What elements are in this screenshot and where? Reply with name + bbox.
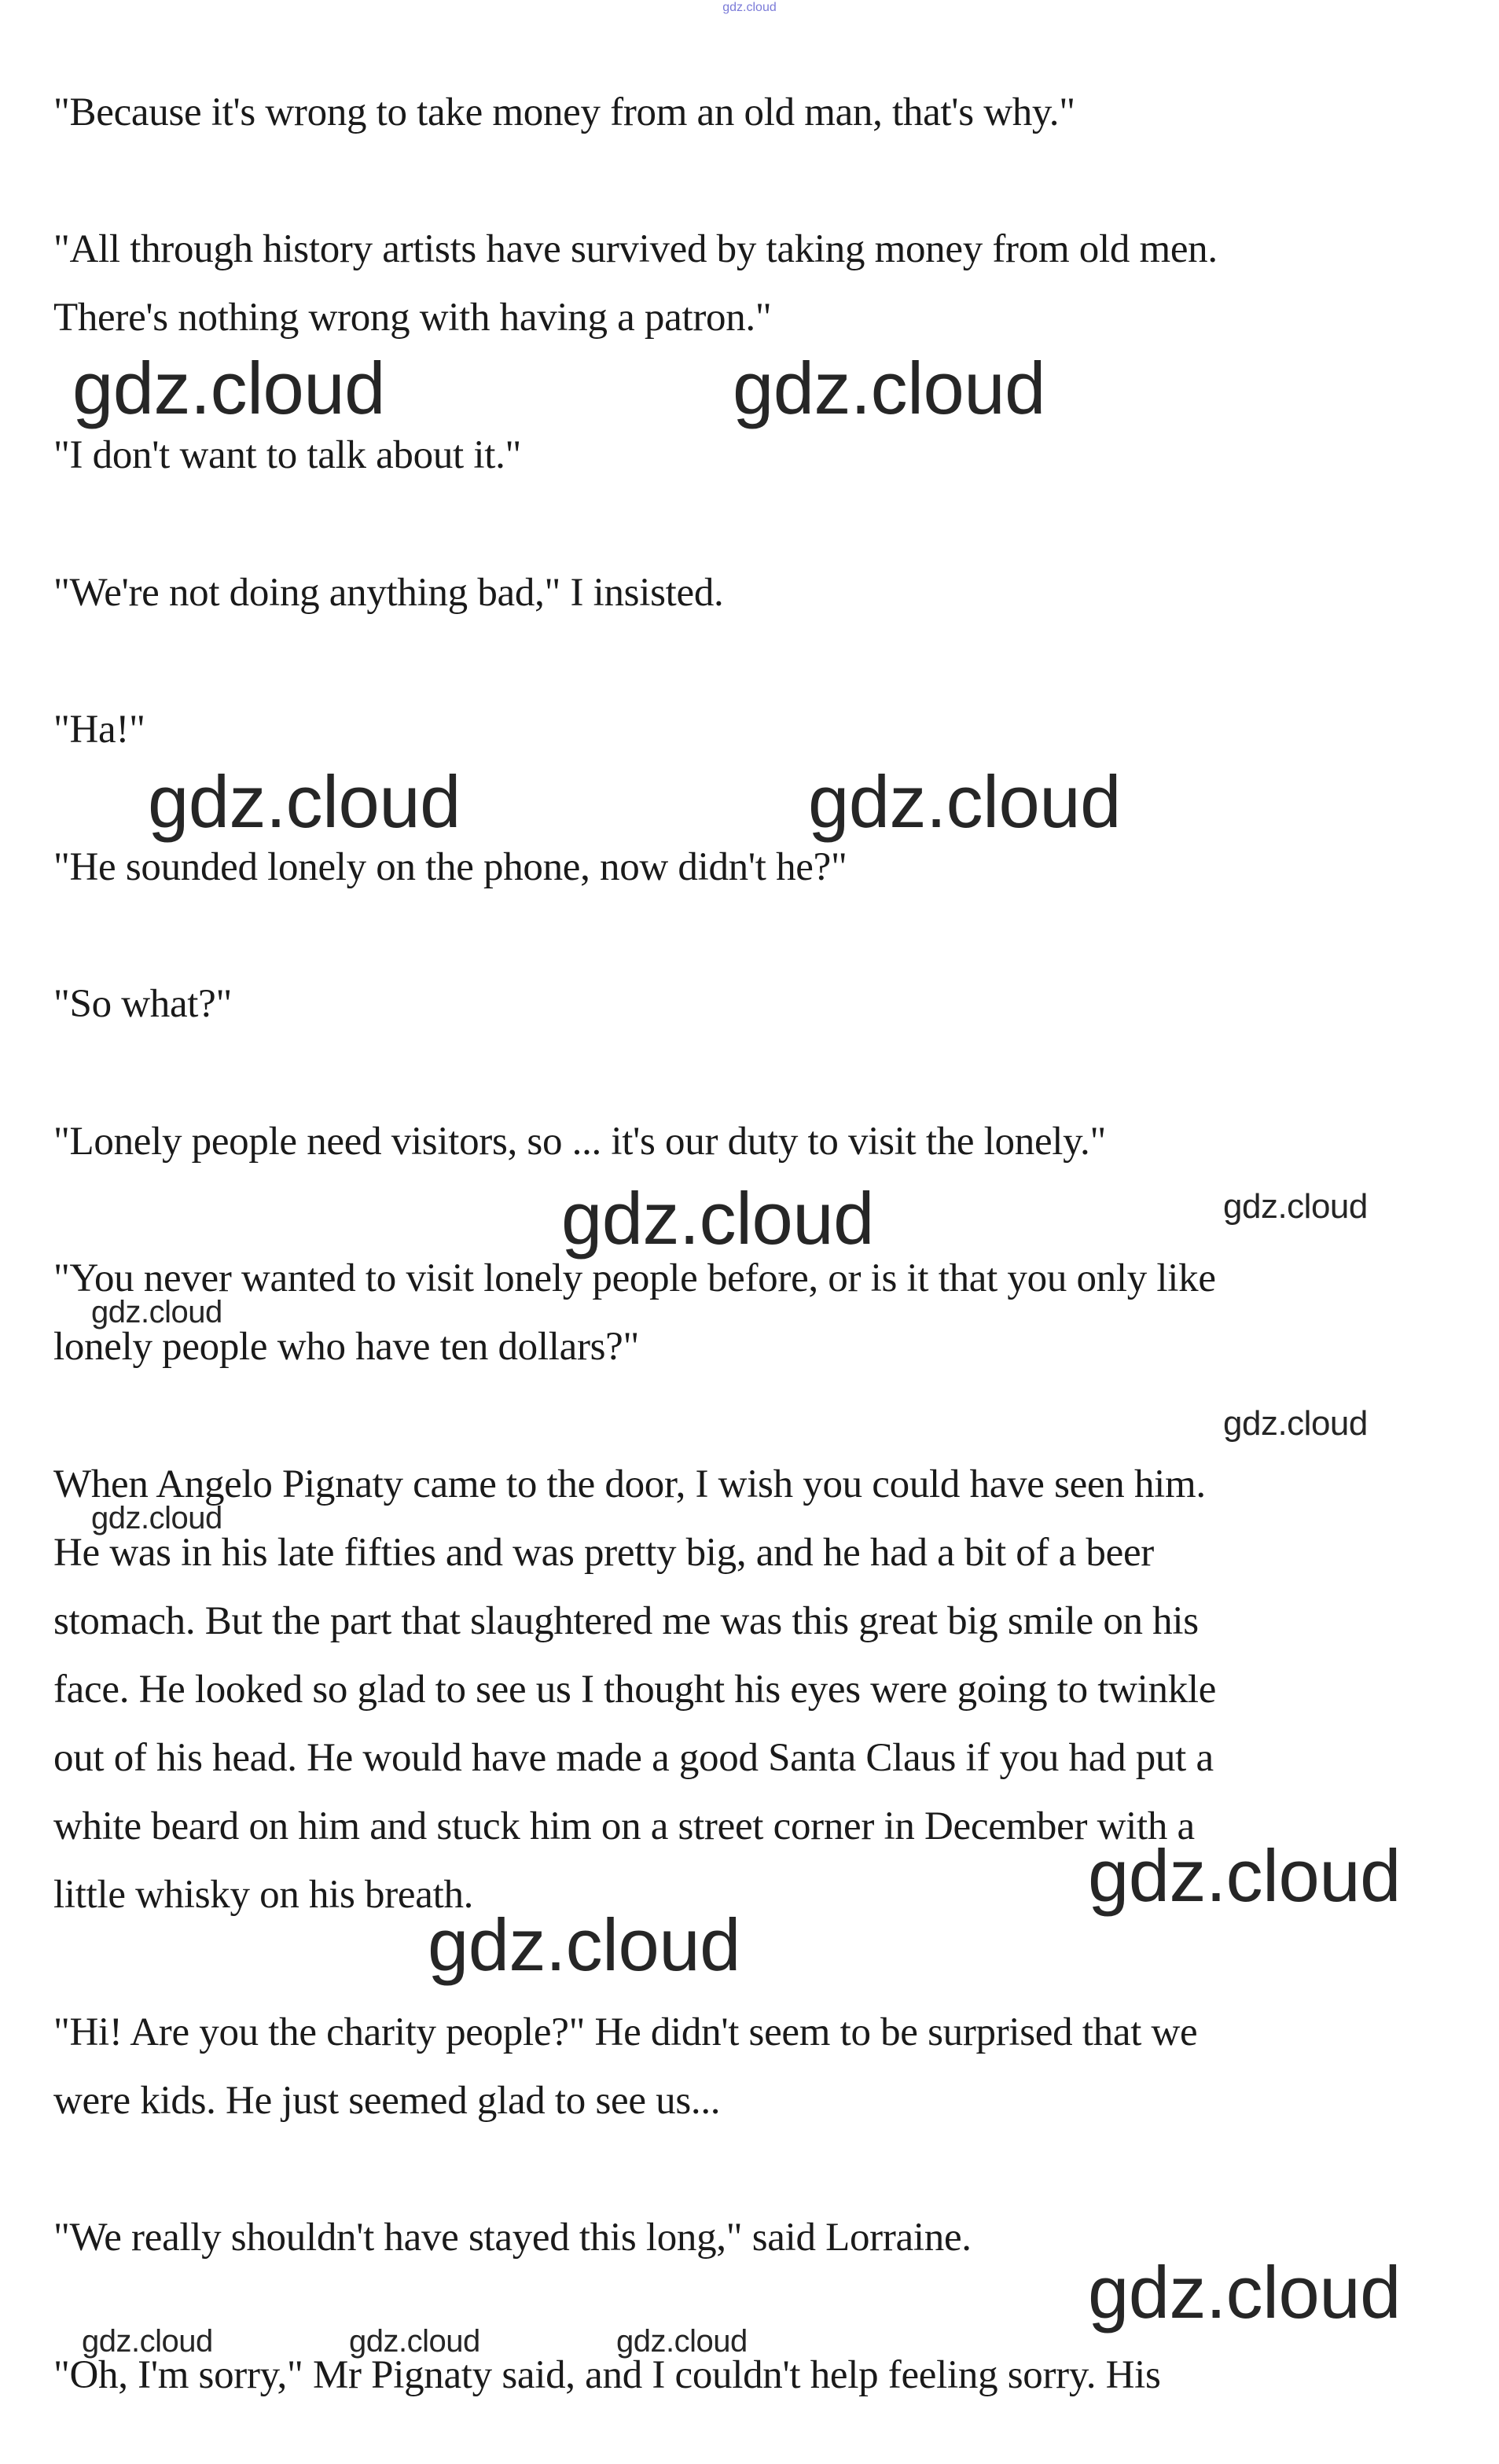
watermark: gdz.cloud xyxy=(349,2324,480,2359)
text-line: face. He looked so glad to see us I thought his eyes were going to twinkle xyxy=(53,1668,1217,1712)
text-line: "Oh, I'm sorry," Mr Pignaty said, and I couldn't help feeling sorry. His xyxy=(53,2353,1161,2397)
watermark: gdz.cloud xyxy=(561,1177,874,1260)
text-line: "Hi! Are you the charity people?" He didn't seem to be surprised that we xyxy=(53,2010,1198,2054)
watermark: gdz.cloud xyxy=(733,347,1045,429)
text-line: out of his head. He would have made a good Santa Claus if you had put a xyxy=(53,1736,1214,1780)
text-line: "Lonely people need visitors, so ... it's our duty to visit the lonely." xyxy=(53,1120,1107,1164)
text-line: When Angelo Pignaty came to the door, I wish you could have seen him. xyxy=(53,1462,1206,1506)
watermark: gdz.cloud xyxy=(808,760,1121,843)
text-line: little whisky on his breath. xyxy=(53,1873,474,1917)
watermark: gdz.cloud xyxy=(91,1295,222,1329)
watermark: gdz.cloud xyxy=(91,1501,222,1535)
watermark: gdz.cloud xyxy=(616,2324,748,2359)
watermark: gdz.cloud xyxy=(1223,1187,1368,1226)
text-line: white beard on him and stuck him on a street corner in December with a xyxy=(53,1804,1195,1848)
text-line: "He sounded lonely on the phone, now didn't he?" xyxy=(53,845,847,889)
text-line: There's nothing wrong with having a patron." xyxy=(53,296,772,340)
watermark: gdz.cloud xyxy=(1088,2251,1401,2333)
watermark: gdz.cloud xyxy=(1088,1834,1401,1917)
watermark: gdz.cloud xyxy=(428,1903,740,1986)
text-line: "Because it's wrong to take money from an old man, that's why." xyxy=(53,90,1075,134)
text-line: He was in his late fifties and was pretty big, and he had a bit of a beer xyxy=(53,1531,1154,1575)
text-line: "All through history artists have survived by taking money from old men. xyxy=(53,227,1218,271)
watermark: gdz.cloud xyxy=(148,760,461,843)
watermark: gdz.cloud xyxy=(1223,1404,1368,1443)
header-watermark: gdz.cloud xyxy=(722,1,777,14)
watermark: gdz.cloud xyxy=(72,347,385,429)
text-line: "So what?" xyxy=(53,982,233,1026)
text-line: "We're not doing anything bad," I insisted. xyxy=(53,571,724,615)
text-line: "You never wanted to visit lonely people before, or is it that you only like xyxy=(53,1256,1216,1300)
text-line: stomach. But the part that slaughtered me was this great big smile on his xyxy=(53,1599,1199,1643)
text-line: were kids. He just seemed glad to see us... xyxy=(53,2079,721,2123)
watermark: gdz.cloud xyxy=(82,2324,213,2359)
text-line: "I don't want to talk about it." xyxy=(53,433,522,477)
text-line: "We really shouldn't have stayed this long," said Lorraine. xyxy=(53,2216,972,2260)
text-line: "Ha!" xyxy=(53,708,145,752)
text-line: lonely people who have ten dollars?" xyxy=(53,1325,640,1369)
